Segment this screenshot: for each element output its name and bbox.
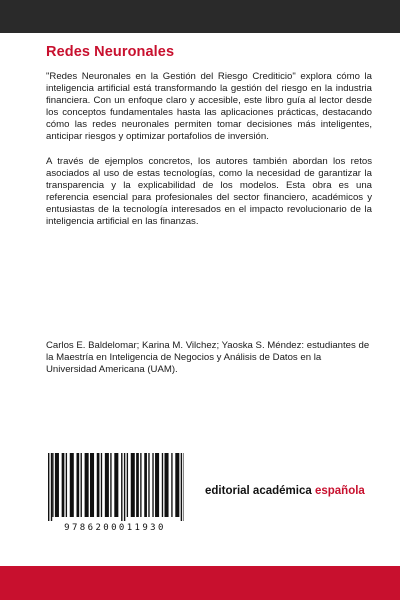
barcode-bar (165, 453, 169, 517)
barcode-bar (85, 453, 89, 517)
barcode-bar (70, 453, 74, 517)
barcode-bar (148, 453, 149, 517)
barcode-bar (77, 453, 80, 517)
barcode-bar (105, 453, 109, 517)
bottom-color-band (0, 566, 400, 600)
barcode-bar (51, 453, 52, 521)
barcode-bar (155, 453, 159, 517)
barcode-bar (121, 453, 122, 521)
barcode-bar (81, 453, 82, 517)
barcode-bar (97, 453, 100, 517)
barcode-bar (124, 453, 125, 521)
barcode-bar (181, 453, 182, 521)
barcode-bar (101, 453, 102, 517)
barcode-bar (110, 453, 111, 517)
barcode-bar (152, 453, 153, 517)
description-paragraph-2: A través de ejemplos concretos, los autores también abordan los retos asociados al uso de estas tecnologías, como la necesidad de garantizar la transparencia y la explicabilidad de los modelos. Esta obra es una referencia esencial para profesionales del sector financiero, académicos y entusiastas de la tecnología interesados en el impacto revolucionario de la inteligencia artificial en las finanzas. (46, 155, 372, 228)
barcode-bar (184, 453, 185, 521)
book-title: Redes Neuronales (46, 44, 175, 60)
description-paragraph-1: "Redes Neuronales en la Gestión del Riesgo Crediticio" explora cómo la inteligencia artificial está transformando la gestión del riesgo en la industria financiera. Con un enfoque claro y accesible, este libro guía al lector desde los conceptos fundamentales hasta las aplicaciones prácticas, destacando cómo las redes neuronales permiten tomar decisiones más inteligentes, anticipar riesgos y optimizar portafolios de inversión. (46, 71, 372, 143)
isbn-barcode (46, 453, 184, 537)
barcode-bar (52, 453, 53, 517)
isbn-digits: 9786200011930 (64, 523, 166, 533)
barcode-bar (136, 453, 139, 517)
barcode-bar (90, 453, 94, 517)
authors-bio: Carlos E. Baldelomar; Karina M. Vilchez; Yaoska S. Méndez: estudiantes de la Maestría en Inteligencia de Negocios y Análisis de Datos en la Universidad Americana (UAM). (46, 340, 370, 376)
barcode-bar (48, 453, 49, 521)
barcode-bars (46, 453, 184, 523)
barcode-bar (171, 453, 172, 517)
barcode-bar (55, 453, 59, 517)
top-color-band (0, 0, 400, 33)
barcode-bar (114, 453, 118, 517)
publisher-logo-text (205, 485, 365, 497)
barcode-bar (127, 453, 128, 517)
publisher-name-accent: española (314, 485, 365, 497)
barcode-bar (66, 453, 67, 517)
barcode-bar (140, 453, 141, 517)
barcode-bar (144, 453, 147, 517)
barcode-bar (162, 453, 163, 517)
barcode-bar (131, 453, 135, 517)
barcode-bar (62, 453, 65, 517)
publisher-name: editorial académica (205, 485, 315, 497)
barcode-bar (175, 453, 179, 517)
back-cover-text (46, 44, 372, 240)
